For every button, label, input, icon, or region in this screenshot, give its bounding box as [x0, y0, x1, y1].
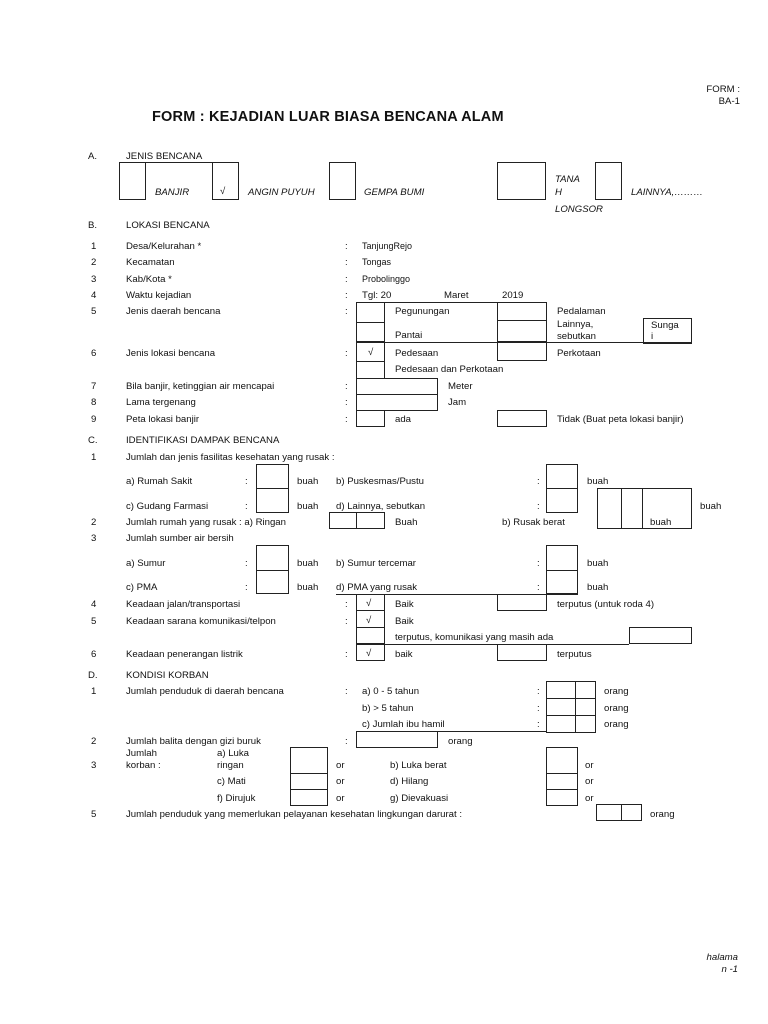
dirujuk-label: f) Dirujuk: [217, 793, 256, 804]
listrik-terputus-label: terputus: [557, 649, 592, 660]
perkotaan-checkbox[interactable]: [497, 342, 547, 361]
gudang-farmasi-label: c) Gudang Farmasi: [126, 501, 209, 512]
c-row-6-no: 6: [91, 649, 97, 660]
colon: :: [345, 274, 348, 285]
colon: :: [537, 501, 540, 512]
mati-label: c) Mati: [217, 776, 246, 787]
c-row-5-no: 5: [91, 616, 97, 627]
colon: :: [537, 703, 540, 714]
buah-label: buah: [587, 476, 609, 487]
d-row-3-label-1: Jumlah: [126, 748, 157, 759]
b-row-6-label: Jenis lokasi bencana: [126, 348, 216, 359]
buah-label: buah: [297, 582, 319, 593]
colon: :: [345, 397, 348, 408]
b-row-4-label: Waktu kejadian: [126, 290, 192, 301]
or-label: or: [336, 793, 345, 804]
b-row-9-label: Peta lokasi banjir: [126, 414, 200, 425]
buah-label: buah: [297, 558, 319, 569]
desa-value: TanjungRejo: [362, 241, 413, 251]
ibu-hamil-label: c) Jumlah ibu hamil: [362, 719, 445, 730]
colon: :: [345, 348, 348, 359]
kabkota-value: Probolinggo: [362, 274, 411, 284]
luka-ringan-label-1: a) Luka: [217, 748, 249, 759]
jalan-terputus-label: terputus (untuk roda 4): [557, 599, 655, 610]
section-c-heading: IDENTIFIKASI DAMPAK BENCANA: [126, 435, 280, 446]
c-row-3-no: 3: [91, 533, 97, 544]
colon: :: [245, 582, 248, 593]
buah-label: Buah: [395, 517, 418, 528]
komunikasi-baik-label: Baik: [395, 616, 414, 627]
d-row-1-no: 1: [91, 686, 97, 697]
tanah-longsor-label-3: LONGSOR: [555, 204, 603, 215]
jalan-terputus-checkbox[interactable]: [497, 594, 547, 611]
section-b-letter: B.: [88, 220, 98, 231]
form-code-number: BA-1: [718, 96, 740, 107]
pedesaan-label: Pedesaan: [395, 348, 439, 359]
angin-puyuh-label: ANGIN PUYUH: [248, 187, 315, 198]
kecamatan-value: Tongas: [362, 257, 392, 267]
c-row-2-label: Jumlah rumah yang rusak : a) Ringan: [126, 517, 286, 528]
tidak-label: Tidak (Buat peta lokasi banjir): [557, 414, 684, 425]
b-row-8-label: Lama tergenang: [126, 397, 196, 408]
buah-label: buah: [650, 517, 672, 528]
korban-left-field[interactable]: [290, 747, 328, 806]
sungai-value-2: i: [651, 331, 654, 342]
b-row-5-no: 5: [91, 306, 97, 317]
sumur-tercemar-label: b) Sumur tercemar: [336, 558, 416, 569]
orang-label: orang: [604, 719, 629, 730]
gizi-buruk-field[interactable]: [356, 731, 438, 748]
gempa-bumi-label: GEMPA BUMI: [364, 187, 425, 198]
colon: :: [345, 649, 348, 660]
colon: :: [345, 599, 348, 610]
colon: :: [245, 476, 248, 487]
c-row-3-label: Jumlah sumber air bersih: [126, 533, 234, 544]
orang-label: orang: [604, 703, 629, 714]
listrik-check-mark: √: [366, 648, 372, 659]
pma-label: c) PMA: [126, 582, 158, 593]
c-row-1-label: Jumlah dan jenis fasilitas kesehatan yang rusak :: [126, 452, 335, 463]
b-row-5-label: Jenis daerah bencana: [126, 306, 221, 317]
bulan-value: Maret: [444, 290, 469, 301]
b-row-7-label: Bila banjir, ketinggian air mencapai: [126, 381, 275, 392]
meter-label: Meter: [448, 381, 473, 392]
lainnya-label: d) Lainnya, sebutkan: [336, 501, 426, 512]
sungai-value-1: Sunga: [651, 320, 679, 331]
jenis-daerah-box-right[interactable]: [497, 302, 547, 342]
gempa-bumi-checkbox[interactable]: [329, 162, 356, 200]
colon: :: [345, 616, 348, 627]
section-b-heading: LOKASI BENCANA: [126, 220, 210, 231]
b-row-2-no: 2: [91, 257, 97, 268]
section-a-heading: JENIS BENCANA: [126, 151, 203, 162]
d-row-2-no: 2: [91, 736, 97, 747]
peta-tidak-checkbox[interactable]: [497, 410, 547, 427]
c-row-1-no: 1: [91, 452, 97, 463]
banjir-checkbox[interactable]: [119, 162, 146, 200]
colon: :: [345, 241, 348, 252]
colon: :: [537, 686, 540, 697]
page-number-2: n -1: [721, 964, 738, 975]
b-row-8-no: 8: [91, 397, 97, 408]
section-c-letter: C.: [88, 435, 98, 446]
lainnya-label: LAINNYA,………: [631, 187, 703, 198]
d-row-2-label: Jumlah balita dengan gizi buruk: [126, 736, 261, 747]
orang-label: orang: [650, 809, 675, 820]
b-row-2-label: Kecamatan: [126, 257, 175, 268]
pegunungan-label: Pegunungan: [395, 306, 450, 317]
sumur-label: a) Sumur: [126, 558, 166, 569]
listrik-terputus-checkbox[interactable]: [497, 644, 547, 661]
tanggal-value: Tgl: 20: [362, 290, 392, 301]
korban-right-field[interactable]: [546, 747, 578, 806]
d-row-1-label: Jumlah penduduk di daerah bencana: [126, 686, 284, 697]
buah-label: buah: [297, 501, 319, 512]
colon: :: [537, 558, 540, 569]
dievakuasi-label: g) Dievakuasi: [390, 793, 449, 804]
pantai-label: Pantai: [395, 330, 423, 341]
luka-berat-label: b) Luka berat: [390, 760, 447, 771]
page-title: FORM : KEJADIAN LUAR BIASA BENCANA ALAM: [152, 109, 504, 125]
lainnya-field[interactable]: [597, 488, 692, 529]
colon: :: [345, 257, 348, 268]
buah-label: buah: [587, 582, 609, 593]
b-row-1-label: Desa/Kelurahan *: [126, 241, 202, 252]
or-label: or: [585, 760, 594, 771]
b-row-7-no: 7: [91, 381, 97, 392]
perkotaan-label: Perkotaan: [557, 348, 601, 359]
colon: :: [345, 306, 348, 317]
form-code: FORM :: [706, 84, 740, 95]
rusak-berat-label: b) Rusak berat: [502, 517, 565, 528]
b-row-3-label: Kab/Kota *: [126, 274, 172, 285]
section-d-letter: D.: [88, 670, 98, 681]
colon: :: [245, 558, 248, 569]
colon: :: [345, 290, 348, 301]
pedalaman-label: Pedalaman: [557, 306, 606, 317]
c-row-4-label: Keadaan jalan/transportasi: [126, 599, 241, 610]
d-row-3-label-2: korban :: [126, 760, 161, 771]
colon: :: [245, 501, 248, 512]
b-row-9-no: 9: [91, 414, 97, 425]
jam-label: Jam: [448, 397, 467, 408]
colon: :: [537, 719, 540, 730]
colon: :: [345, 736, 348, 747]
komunikasi-check-mark: √: [366, 615, 372, 626]
colon: :: [537, 476, 540, 487]
or-label: or: [336, 760, 345, 771]
colon: :: [345, 686, 348, 697]
colon: :: [537, 582, 540, 593]
jalan-baik-label: Baik: [395, 599, 414, 610]
tanah-longsor-checkbox[interactable]: [497, 162, 546, 200]
b-row-1-no: 1: [91, 241, 97, 252]
buah-label: buah: [700, 501, 722, 512]
kesehatan-lingkungan-field[interactable]: [596, 804, 642, 821]
b-row-3-no: 3: [91, 274, 97, 285]
d-row-5-no: 5: [91, 809, 97, 820]
hilang-label: d) Hilang: [390, 776, 429, 787]
or-label: or: [585, 776, 594, 787]
rumah-sakit-label: a) Rumah Sakit: [126, 476, 193, 487]
section-a-letter: A.: [88, 151, 98, 162]
buah-label: buah: [297, 476, 319, 487]
pma-rusak-label: d) PMA yang rusak: [336, 582, 418, 593]
d-row-3-no: 3: [91, 760, 97, 771]
lainnya-sebutkan-2: sebutkan: [557, 331, 596, 342]
colon: :: [345, 414, 348, 425]
c-row-6-label: Keadaan penerangan listrik: [126, 649, 243, 660]
luka-ringan-label-2: ringan: [217, 760, 244, 771]
pedesaan-perkotaan-label: Pedesaan dan Perkotaan: [395, 364, 504, 375]
jalan-check-mark: √: [366, 598, 372, 609]
page-number-1: halama: [706, 952, 738, 963]
c-row-5-label: Keadaan sarana komunikasi/telpon: [126, 616, 276, 627]
buah-label: buah: [587, 558, 609, 569]
c-row-4-no: 4: [91, 599, 97, 610]
angin-puyuh-checkbox[interactable]: [212, 162, 239, 200]
komunikasi-ada-field[interactable]: [629, 627, 692, 644]
orang-label: orang: [604, 686, 629, 697]
angin-puyuh-check-mark: √: [220, 186, 226, 197]
lainnya-sebutkan-1: Lainnya,: [557, 319, 594, 330]
listrik-baik-label: baik: [395, 649, 413, 660]
c-row-2-no: 2: [91, 517, 97, 528]
puskesmas-label: b) Puskesmas/Pustu: [336, 476, 424, 487]
penduduk-field[interactable]: [546, 681, 596, 733]
rumah-ringan-field[interactable]: [329, 512, 385, 529]
tahun-value: 2019: [502, 290, 524, 301]
or-label: or: [585, 793, 594, 804]
d-row-5-label: Jumlah penduduk yang memerlukan pelayanan kesehatan lingkungan darurat :: [126, 809, 463, 820]
ada-label: ada: [395, 414, 412, 425]
tanah-longsor-label-1: TANA: [555, 174, 580, 185]
colon: :: [345, 381, 348, 392]
usia-0-5-label: a) 0 - 5 tahun: [362, 686, 420, 697]
tanah-longsor-label-2: H: [555, 187, 562, 198]
orang-label: orang: [448, 736, 473, 747]
or-label: or: [336, 776, 345, 787]
peta-ada-checkbox[interactable]: [356, 410, 385, 427]
usia-5-plus-label: b) > 5 tahun: [362, 703, 414, 714]
pedesaan-check-mark: √: [368, 347, 374, 358]
b-row-4-no: 4: [91, 290, 97, 301]
section-d-heading: KONDISI KORBAN: [126, 670, 209, 681]
banjir-label: BANJIR: [155, 187, 190, 198]
komunikasi-terputus-label: terputus, komunikasi yang masih ada: [395, 632, 554, 643]
b-row-6-no: 6: [91, 348, 97, 359]
lainnya-checkbox[interactable]: [595, 162, 622, 200]
